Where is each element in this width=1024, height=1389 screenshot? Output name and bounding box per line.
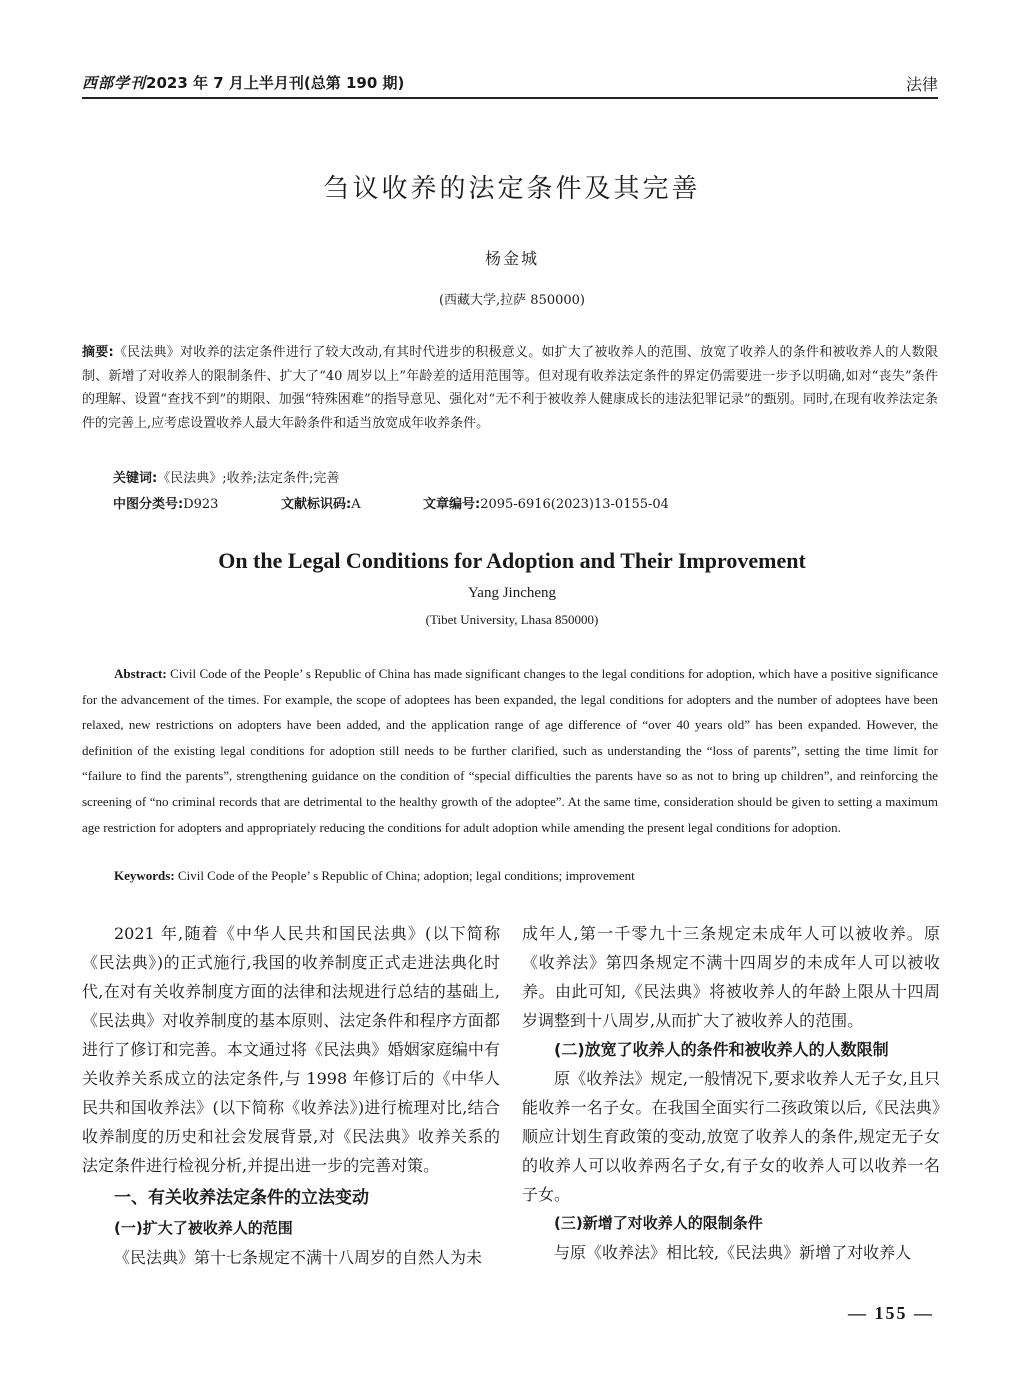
keywords-en-label: Keywords:	[114, 868, 175, 883]
intro-paragraph: 2021 年,随着《中华人民共和国民法典》(以下简称《民法典》)的正式施行,我国的收养制度正式走进法典化时代,在对有关收养制度方面的法律和法规进行总结的基础上,《民法典》对收养制度的基本原则、法定条件和程序方面都进行了修订和完善。本文通过将《民法典》婚姻家庭编中有关收养关系成立的法定条件,与 1998 年修订后的《中华人民共和国收养法》(以下简称《收养法》)进行梳理对比,结合收养制度的历史和社会发展背景,对《民法典》收养关系的法定条件进行检视分析,并提出进一步的完善对策。	[82, 924, 500, 1175]
keywords-chinese	[113, 467, 339, 486]
body-column-left	[82, 919, 500, 1272]
journal-issue	[82, 72, 404, 93]
running-header	[82, 68, 938, 98]
section-heading-1: 一、有关收养法定条件的立法变动	[114, 1188, 369, 1208]
clc-code: 中图分类号:D923	[113, 497, 219, 512]
subsection-heading-1: (一)扩大了被收养人的范围	[114, 1219, 293, 1237]
keywords-text: 《民法典》;收养;法定条件;完善	[157, 471, 340, 486]
title-english: On the Legal Conditions for Adoption and Their Improvement	[218, 548, 806, 573]
paragraph-1: 《民法典》第十七条规定不满十八周岁的自然人为未	[114, 1248, 483, 1267]
abstract-en-text: Civil Code of the People’ s Republic of China has made significant changes to the legal conditions for adoption, which have a positive significance for the advancement of the times. For example, the scope of adoptees has been expanded, the legal conditions for adopters and the number of adoptees have been relaxed, new restrictions on adopters have been added, and the application range of age difference of “over 40 years old” has been expanded. However, the definition of the existing legal conditions for adoption still needs to be further clarified, such as understanding the “loss of parents”, setting the time limit for “failure to find the parents”, strengthening guidance on the condition of “special difficulties the parents have so as not to bring up children”, and reinforcing the screening of “no criminal records that are detrimental to the healthy growth of the adoptee”. At the same time, consideration should be given to setting a maximum age restriction for adopters and appropriately reducing the conditions for adult adoption while amending the present legal conditions for adoption.	[82, 666, 938, 835]
keywords-en-text: Civil Code of the People’ s Republic of China; adoption; legal conditions; improvement	[177, 868, 635, 883]
document-code: 文献标识码:A	[281, 497, 361, 512]
abstract-text: 《民法典》对收养的法定条件进行了较大改动,有其时代进步的积极意义。如扩大了被收养人的范围、放宽了收养人的条件和被收养人的人数限制、新增了对收养人的限制条件、扩大了“40 周岁以上”年龄差的适用范围等。但对现有收养法定条件的界定仍需要进一步予以明确,如对“丧失”条件的理解、设置“查找不到”的期限、加强“特殊困难”的指导意见、强化对“无不利于被收养人健康成长的违法犯罪记录”的甄别。同时,在现有收养法定条件的完善上,应考虑设置收养人最大年龄条件和适当放宽成年收养条件。	[82, 345, 938, 431]
header-rule	[82, 97, 938, 99]
affiliation-chinese: (西藏大学,拉萨 850000)	[438, 293, 586, 308]
abstract-english	[82, 661, 938, 840]
author-chinese: 杨金城	[484, 249, 539, 268]
affiliation-english: (Tibet University, Lhasa 850000)	[425, 612, 599, 627]
keywords-label: 关键词:	[113, 471, 158, 486]
title-chinese: 刍议收养的法定条件及其完善	[323, 174, 701, 204]
subsection-heading-2: (二)放宽了收养人的条件和被收养人的人数限制	[554, 1040, 889, 1059]
paragraph-1-continued: 成年人,第一千零九十三条规定未成年人可以被收养。原《收养法》第四条规定不满十四周岁的未成年人可以被收养。由此可知,《民法典》将被收养人的年龄上限从十四周岁调整到十八周岁,从而扩大了被收养人的范围。	[522, 924, 940, 1030]
page-number: — 155 —	[848, 1303, 934, 1323]
issue-info: 2023 年 7 月上半月刊(总第 190 期)	[146, 74, 405, 92]
abstract-chinese	[82, 341, 938, 435]
paragraph-3: 与原《收养法》相比较,《民法典》新增了对收养人	[554, 1243, 912, 1262]
abstract-label: 摘要:	[82, 345, 114, 360]
abstract-en-label: Abstract:	[114, 666, 167, 681]
keywords-english	[114, 868, 635, 884]
section-name: 法律	[905, 75, 938, 94]
author-english: Yang Jincheng	[467, 585, 557, 601]
journal-logo: 西部学刊	[82, 74, 147, 92]
subsection-heading-3: (三)新增了对收养人的限制条件	[554, 1214, 763, 1232]
paragraph-2: 原《收养法》规定,一般情况下,要求收养人无子女,且只能收养一名子女。在我国全面实行二孩政策以后,《民法典》顺应计划生育政策的变动,放宽了收养人的条件,规定无子女的收养人可以收养两名子女,有子女的收养人可以收养一名子女。	[522, 1069, 940, 1204]
article-number: 文章编号:2095-6916(2023)13-0155-04	[423, 497, 669, 512]
body-column-right	[522, 919, 940, 1267]
